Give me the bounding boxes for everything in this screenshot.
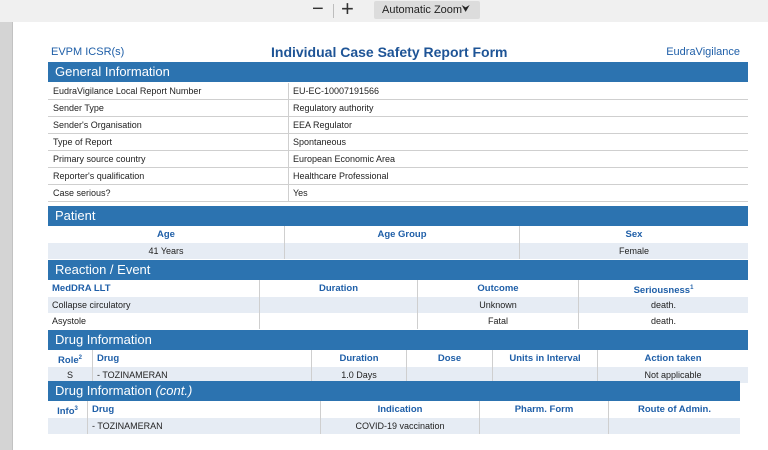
header-drug: Drug — [93, 350, 312, 367]
header-pharm-form: Pharm. Form — [480, 401, 609, 418]
drug-indication: COVID-19 vaccination — [321, 418, 480, 434]
pdf-page — [13, 22, 768, 450]
header-indication: Indication — [321, 401, 480, 418]
reaction-duration — [260, 313, 418, 329]
header-dose: Dose — [407, 350, 493, 367]
sidebar-strip — [0, 22, 13, 450]
header-outcome: Outcome — [418, 280, 579, 297]
reaction-llt: Asystole — [48, 313, 260, 329]
header-left: EVPM ICSR(s) — [51, 46, 125, 58]
chevron-down-icon: ⮟ — [461, 4, 470, 15]
header-age: Age — [48, 226, 285, 243]
toolbar-separator — [333, 4, 334, 18]
table-row: EudraVigilance Local Report Number EU-EC-10007191566 — [48, 83, 748, 100]
header-right: EudraVigilance — [666, 46, 740, 58]
header-units: Units in Interval — [493, 350, 598, 367]
page-title: Individual Case Safety Report Form — [271, 44, 508, 60]
section-patient-title: Patient — [48, 206, 748, 226]
header-duration: Duration — [260, 280, 418, 297]
patient-table — [48, 226, 748, 259]
drug-name: - TOZINAMERAN — [88, 418, 321, 434]
header-role: Role$^2$ — [48, 350, 93, 367]
header-sex: Sex — [625, 229, 643, 240]
section-reaction-title: Reaction / Event — [48, 260, 748, 280]
zoom-select-label: Automatic Zoom — [382, 4, 463, 16]
zoom-select[interactable] — [374, 1, 480, 19]
header-meddra-llt: MedDRA LLT — [48, 280, 260, 297]
section-drug-cont-title: Drug Information (cont.) — [48, 381, 740, 401]
reaction-seriousness: death. — [650, 316, 677, 326]
header-age-group: Age Group — [285, 226, 520, 243]
drug-route — [609, 418, 740, 434]
table-row: Sender Type Regulatory authority — [48, 100, 748, 117]
table-row: Type of Report Spontaneous — [48, 134, 748, 151]
reaction-table — [48, 280, 748, 330]
drug-duration: 1.0 Days — [312, 367, 407, 383]
reaction-outcome: Fatal — [418, 313, 579, 329]
drug-role: S — [48, 367, 93, 383]
zoom-in-button[interactable]: + — [341, 0, 354, 21]
patient-age: 41 Years — [48, 243, 285, 259]
drug-pharm-form — [480, 418, 609, 434]
header-route: Route of Admin. — [638, 404, 711, 415]
header-seriousness: Seriousness$^1$ — [633, 285, 694, 297]
table-row: Reporter's qualification Healthcare Professional — [48, 168, 748, 185]
zoom-out-button[interactable]: − — [312, 0, 324, 20]
section-drug-title: Drug Information — [48, 330, 748, 350]
table-row: Case serious? Yes — [48, 185, 748, 202]
header-drug: Drug — [88, 401, 321, 418]
patient-sex: Female — [520, 243, 748, 259]
reaction-seriousness: death. — [579, 297, 748, 313]
drug-info — [48, 418, 88, 434]
patient-age-group — [285, 243, 520, 259]
header-info: Info$^3$ — [48, 401, 88, 418]
section-general-title: General Information — [48, 62, 748, 82]
table-row: Primary source country European Economic Area — [48, 151, 748, 168]
header-duration: Duration — [312, 350, 407, 367]
pdf-toolbar — [0, 0, 768, 22]
reaction-outcome: Unknown — [418, 297, 579, 313]
drug-cont-table — [48, 401, 740, 434]
table-row: Sender's Organisation EEA Regulator — [48, 117, 748, 134]
drug-action-taken: Not applicable — [598, 367, 748, 383]
drug-table — [48, 350, 748, 383]
reaction-duration — [260, 297, 418, 313]
drug-name: - TOZINAMERAN — [93, 367, 312, 383]
reaction-llt: Collapse circulatory — [48, 297, 260, 313]
header-action-taken: Action taken — [644, 353, 702, 364]
